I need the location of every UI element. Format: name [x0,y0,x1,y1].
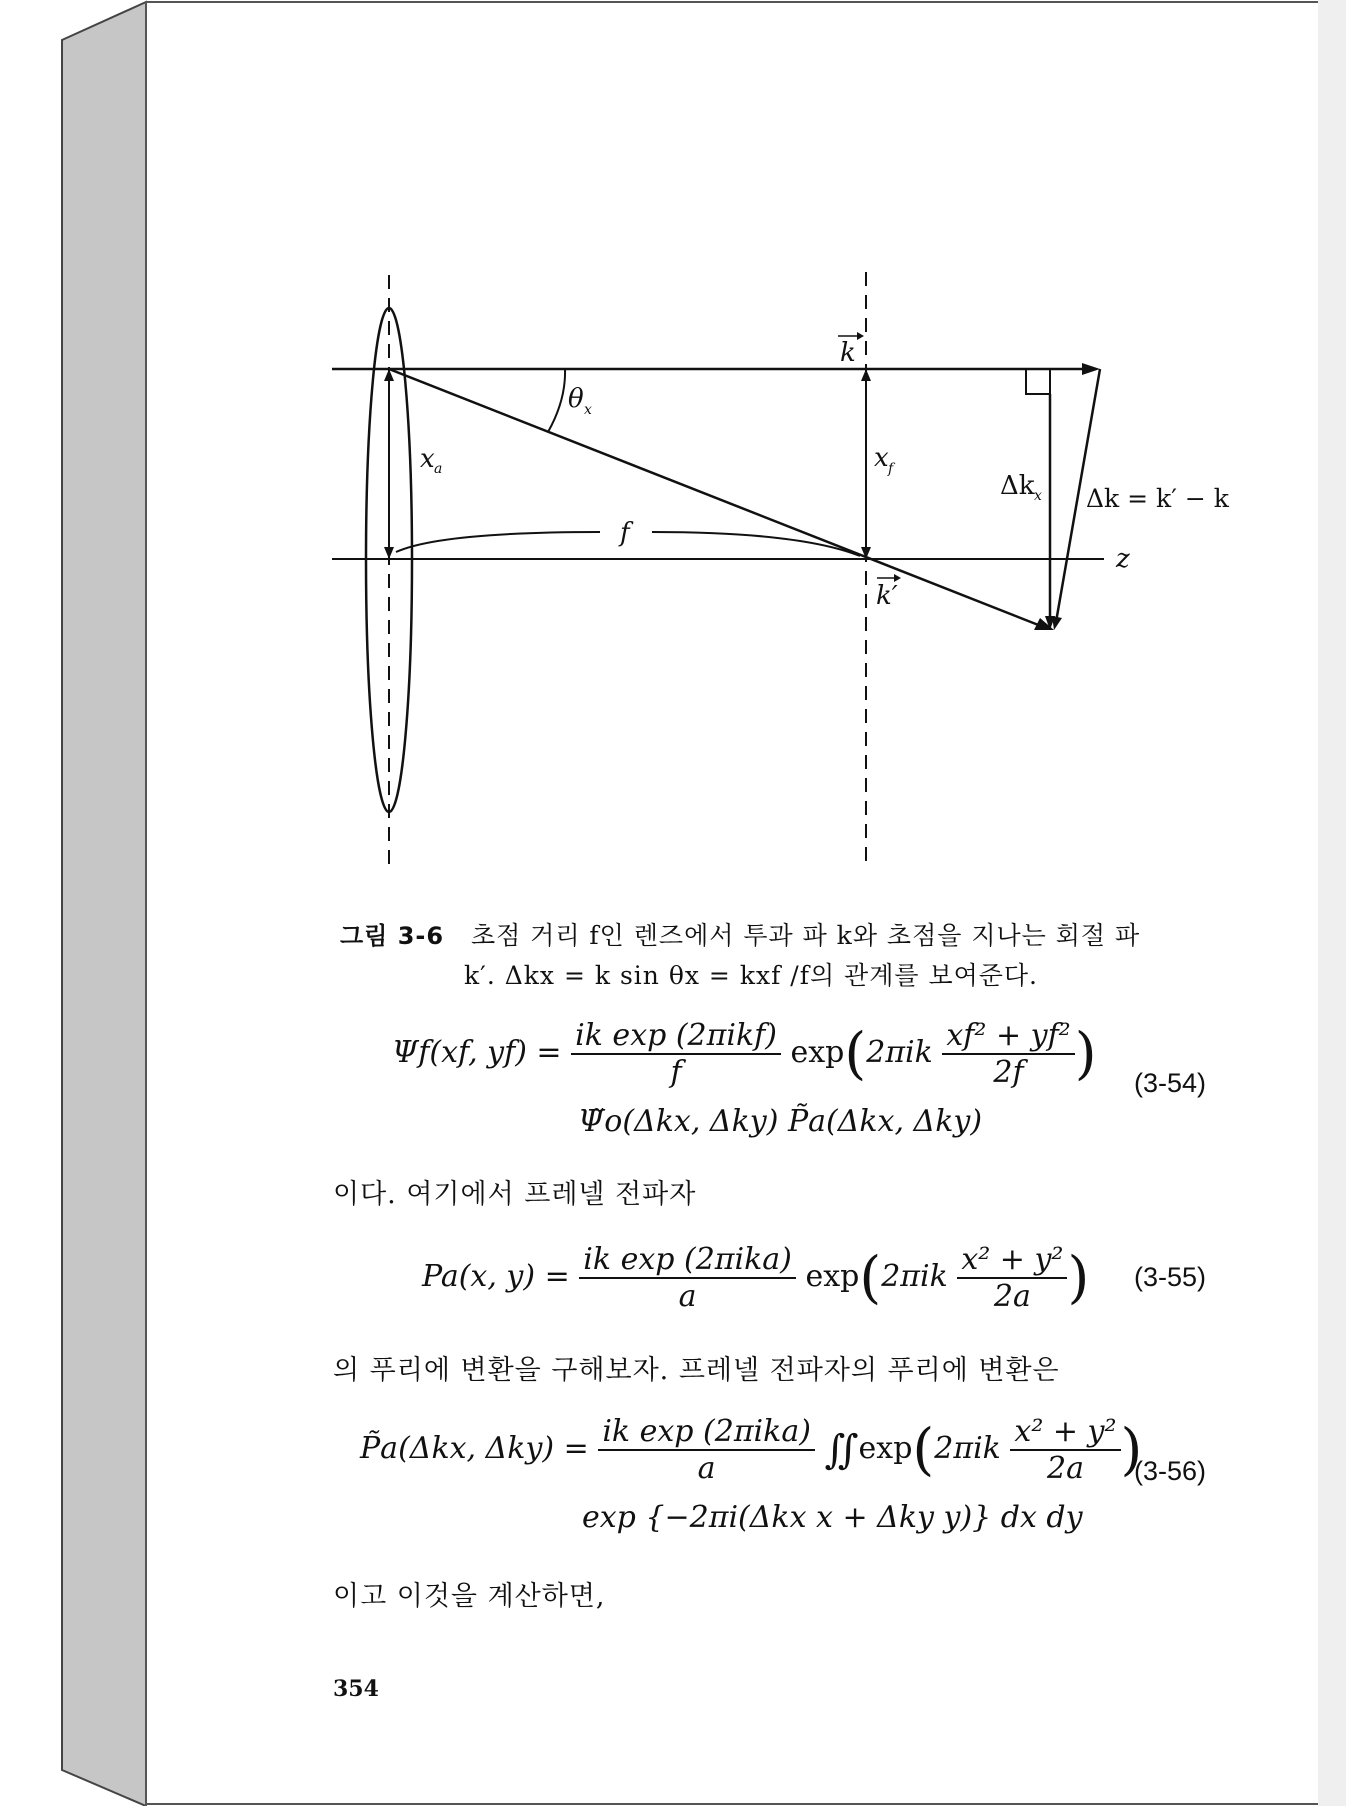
diffracted-ray [389,369,1046,628]
book-spine [62,2,146,1806]
optics-figure [332,272,1104,865]
kprime-label: k′ [876,581,898,611]
f-label: f [620,518,630,548]
page-number: 354 [333,1676,379,1702]
theta-sub: x [584,402,592,418]
xa-label: x [420,444,435,474]
delta-k-arrowhead [1052,616,1062,630]
figure-caption [340,916,1140,952]
paragraph-3: 이고 이것을 계산하면, [333,1581,606,1612]
page-right-shadow [1318,0,1346,1806]
eq55-num2: x² + y² [957,1242,1067,1279]
eq56-exp: exp [858,1431,913,1466]
k-vector-tip [857,332,864,340]
eq56-inner: 2πik [934,1431,1001,1466]
paragraph-1: 이다. 여기에서 프레넬 전파자 [333,1179,697,1210]
right-angle-mark [1026,369,1050,394]
theta-label: θ [568,384,584,414]
eq55-den1: a [678,1279,697,1314]
caption-line1: 초점 거리 f인 렌즈에서 투과 파 k와 초점을 지나는 회절 파 [470,921,1141,950]
xa-sub: a [434,461,443,477]
eq55-inner: 2πik [881,1259,948,1294]
eq54-lhs: Ψf(xf, yf) = [392,1035,562,1070]
xa-arrowhead-bottom [384,547,394,559]
eq54-number: (3-54) [1134,1068,1207,1098]
eq56-den2: 2a [1046,1451,1084,1486]
eq55-den2: 2a [993,1279,1031,1314]
eq54-den1: f [670,1055,682,1090]
caption-line2: k′. Δkx = k sin θx = kxf /f의 관계를 보여준다. [464,961,1038,990]
eq54-num2: xf² + yf² [942,1018,1074,1055]
eq55-fraction-2 [957,1242,1067,1314]
k-label: k [840,338,856,368]
eq56-num2: x² + y² [1010,1414,1120,1451]
eq56-lhs: P̃a(Δkx, Δky) = [360,1431,589,1466]
z-label: z [1116,544,1130,574]
xf-arrowhead-top [861,369,871,381]
delta-k-equation: Δk = k′ − k [1086,484,1229,513]
eq56-line2: exp {−2πi(Δkx x + Δky y)} dx dy [582,1500,1083,1535]
equation-3-56: P̃a(Δkx, Δky) = $\frac{\text{ik exp (2πika)}}{a}$ ∬exp(2πik $\frac{\text{x² + y²}}{2a}$ ) [360,1414,1143,1486]
eq54-exp: exp [790,1035,845,1070]
eq54-line2: Ψ̃o(Δkx, Δky) P̃a(Δkx, Δky) [578,1104,983,1139]
eq56-num1: ik exp (2πika) [598,1414,815,1451]
eq55-fraction-1 [579,1242,796,1314]
paragraph-2: 의 푸리에 변환을 구해보자. 프레넬 전파자의 푸리에 변환은 [333,1355,1060,1386]
eq56-den1: a [697,1451,716,1486]
theta-arc [548,369,565,432]
eq55-exp: exp [805,1259,860,1294]
eq56-fraction-2 [1010,1414,1120,1486]
eq55-lhs: Pa(x, y) = [422,1259,570,1294]
eq54-den2: 2f [993,1055,1024,1090]
eq56-integral: ∬ [824,1427,859,1473]
xf-label: x [874,443,889,473]
eq54-num1: ik exp (2πikf) [571,1018,781,1055]
caption-tag: 그림 3-6 [340,922,445,950]
equation-3-55: Pa(x, y) = $\frac{\text{ik exp (2πika)}}{a}$ exp(2πik $\frac{\text{x² + y²}}{2a}$ ) [422,1242,1090,1314]
delta-kx-label: Δk [1000,471,1035,501]
eq56-fraction-1 [598,1414,815,1486]
equation-3-54: Ψf(xf, yf) = $\frac{\text{ik exp (2πikf)}}{f}$ exp(2πik $\frac{\text{xf² + yf²}}{2f}$ ) [392,1018,1097,1090]
eq55-num1: ik exp (2πika) [579,1242,796,1279]
eq55-number: (3-55) [1134,1262,1207,1292]
eq54-fraction-2 [942,1018,1074,1090]
eq56-number: (3-56) [1134,1456,1207,1486]
ray-arrowhead [1082,363,1100,375]
eq54-inner: 2πik [866,1035,933,1070]
xf-sub: f [888,461,894,477]
delta-kx-sub: x [1034,488,1042,504]
eq54-fraction-1 [571,1018,781,1090]
